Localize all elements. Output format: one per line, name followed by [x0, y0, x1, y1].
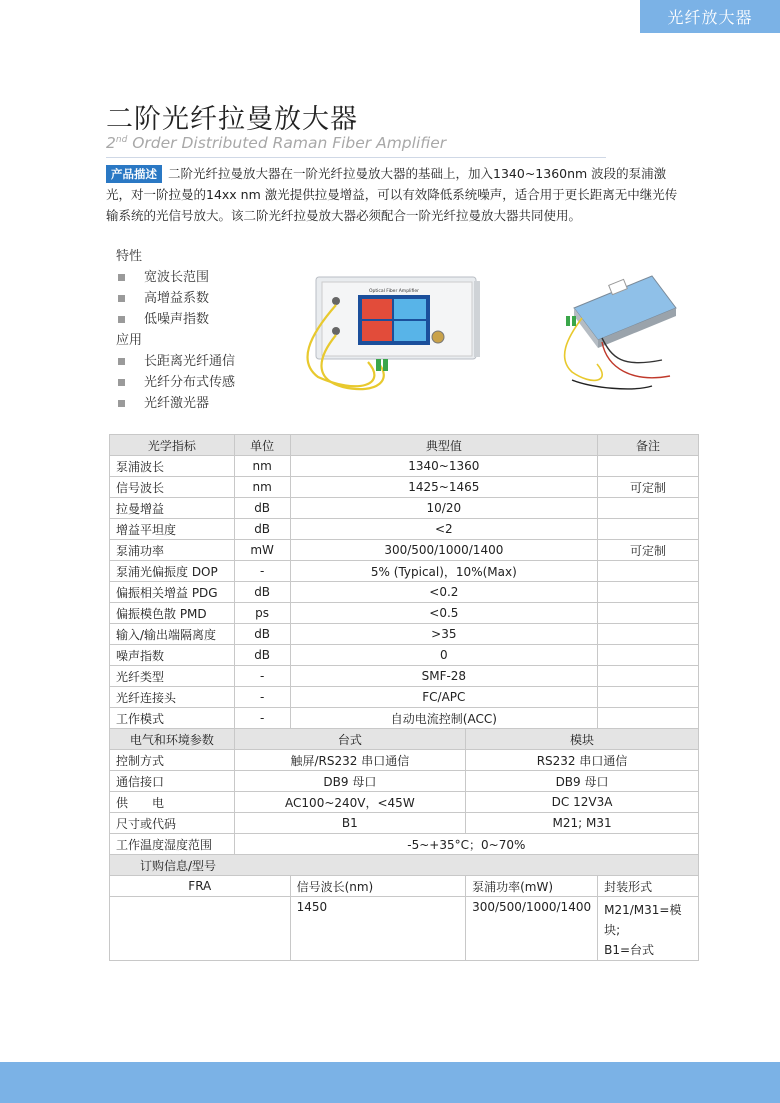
divider — [106, 157, 606, 158]
features-heading: 特性 — [116, 249, 143, 264]
feature-item: 低噪声指数 — [116, 309, 235, 330]
table-row: 尺寸或代码 B1 M21; M31 — [110, 813, 699, 834]
page-title: 二阶光纤拉曼放大器 — [106, 104, 358, 135]
application-item: 光纤分布式传感 — [116, 372, 235, 393]
table-row: 泵浦光偏振度 DOP - 5% (Typical)，10%(Max) — [110, 561, 699, 582]
square-bullet-icon — [118, 400, 125, 407]
footer-bar — [0, 1062, 780, 1103]
page-subtitle: 2nd Order Distributed Raman Fiber Amplifier — [106, 134, 447, 152]
table-row: 噪声指数 dB 0 — [110, 645, 699, 666]
product-description — [106, 163, 686, 226]
application-item: 光纤激光器 — [116, 393, 235, 414]
feature-item: 宽波长范围 — [116, 267, 235, 288]
table-row: 工作模式 - 自动电流控制(ACC) — [110, 708, 699, 729]
square-bullet-icon — [118, 274, 125, 281]
features-list — [116, 246, 235, 414]
square-bullet-icon — [118, 295, 125, 302]
table-row: 增益平坦度 dB <2 — [110, 519, 699, 540]
table-row: 光纤类型 - SMF-28 — [110, 666, 699, 687]
table-row: 信号波长 nm 1425~1465 可定制 — [110, 477, 699, 498]
description-text: 二阶光纤拉曼放大器在一阶光纤拉曼放大器的基础上，加入1340~1360nm 波段的泵浦激光，对一阶拉曼的14xx nm 激光提供拉曼增益，可以有效降低系统噪声，适合用于更长距离无中继光传输系统的光信号放大。该二阶光纤拉曼放大器必须配合一阶光纤拉曼放大器共同使用。 — [106, 166, 678, 223]
table-header-row: 电气和环境参数 台式 模块 — [110, 729, 699, 750]
square-bullet-icon — [118, 379, 125, 386]
device-panel-label: Optical Fiber Amplifier — [368, 289, 420, 294]
table-row: 偏振模色散 PMD ps <0.5 — [110, 603, 699, 624]
feature-item: 高增益系数 — [116, 288, 235, 309]
benchtop-device-image — [298, 267, 486, 401]
table-row: 拉曼增益 dB 10/20 — [110, 498, 699, 519]
square-bullet-icon — [118, 316, 125, 323]
square-bullet-icon — [118, 358, 125, 365]
module-device-image — [552, 268, 680, 394]
table-row: 工作温度湿度范围 -5~+35°C；0~70% — [110, 834, 699, 855]
table-row: 通信接口 DB9 母口 DB9 母口 — [110, 771, 699, 792]
table-row: 控制方式 触屏/RS232 串口通信 RS232 串口通信 — [110, 750, 699, 771]
table-row: 偏振相关增益 PDG dB <0.2 — [110, 582, 699, 603]
description-badge: 产品描述 — [106, 165, 162, 183]
table-row: 泵浦波长 nm 1340~1360 — [110, 456, 699, 477]
category-tab: 光纤放大器 — [640, 0, 780, 33]
table-row: 输入/输出端隔离度 dB >35 — [110, 624, 699, 645]
ordering-row: 1450 300/500/1000/1400 M21/M31=模块; B1=台式 — [110, 897, 699, 961]
ordering-header-row: FRA 信号波长(nm) 泵浦功率(mW) 封装形式 — [110, 876, 699, 897]
spec-table — [109, 434, 699, 961]
table-header-row: 光学指标 单位 典型值 备注 — [110, 435, 699, 456]
ordering-title-row: 订购信息/型号 — [110, 855, 699, 876]
table-row: 泵浦功率 mW 300/500/1000/1400 可定制 — [110, 540, 699, 561]
table-row: 光纤连接头 - FC/APC — [110, 687, 699, 708]
applications-heading: 应用 — [116, 333, 143, 348]
application-item: 长距离光纤通信 — [116, 351, 235, 372]
table-row: 供 电 AC100~240V，<45W DC 12V3A — [110, 792, 699, 813]
